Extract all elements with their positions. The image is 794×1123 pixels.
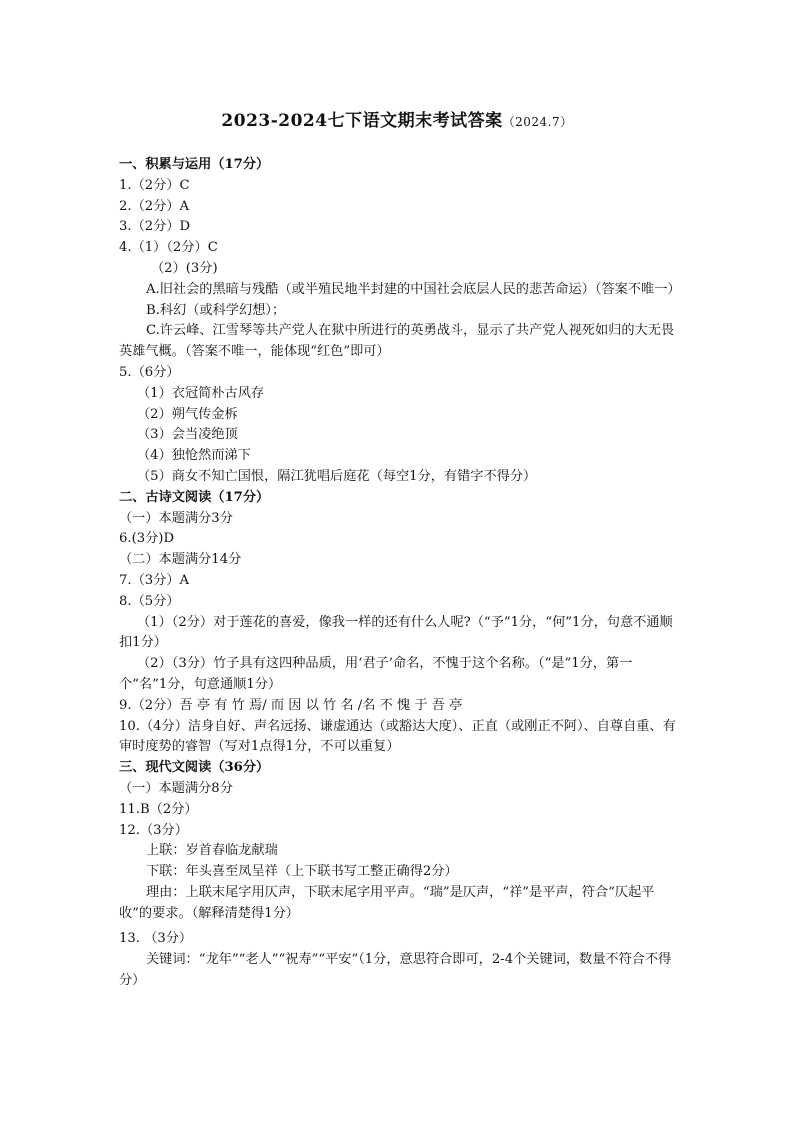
- answer-line: 上联：岁首春临龙献瑞: [146, 843, 278, 859]
- answer-line: 11.B（2分）: [119, 801, 198, 817]
- answer-line: 3.（2分）D: [119, 219, 191, 235]
- answer-line: B.科幻（或科学幻想）；: [146, 302, 286, 318]
- answer-line: （2）朔气传金柝: [137, 406, 238, 422]
- answer-line: （1）衣冠简朴古风存: [137, 385, 265, 401]
- answer-line: （4）独怆然而涕下: [137, 448, 251, 464]
- answer-line: （3）会当凌绝顶: [137, 427, 238, 443]
- subsection-heading: （二）本题满分14分: [119, 552, 242, 568]
- answer-paragraph: 10.（4分）洁身自好、声名远扬、谦虚通达（或豁达大度）、正直（或刚正不阿）、自尊自重、有审时度势的睿智（写对1点得1分，不可以重复）: [119, 718, 676, 755]
- answer-paragraph: 理由：上联末尾字用仄声，下联末尾字用平声。“瑞”是仄声，“祥”是平声，符合“仄起平收”的要求。（解释清楚得1分）: [119, 884, 655, 921]
- answer-line: 13. （3分）: [119, 931, 193, 947]
- answer-content: [119, 155, 679, 992]
- answer-line: （5）商女不知亡国恨，隔江犹唱后庭花（每空1分，有错字不得分）: [137, 468, 537, 484]
- section-heading: 二、古诗文阅读（17分）: [119, 489, 270, 505]
- title-date: （2024.7）: [502, 115, 573, 129]
- section-heading: 三、现代文阅读（36分）: [119, 760, 270, 776]
- answer-line: 下联：年头喜至凤呈祥（上下联书写工整正确得2分）: [146, 864, 458, 880]
- answer-paragraph: C.许云峰、江雪琴等共产党人在狱中所进行的英勇战斗，显示了共产党人视死如归的大无畏英雄气概。（答案不唯一，能体现“红色”即可）: [119, 323, 675, 360]
- answer-line: 7.（3分）A: [119, 572, 190, 588]
- answer-line: 6.(3分)D: [119, 531, 175, 547]
- answer-line: 12.（3分）: [119, 822, 188, 838]
- answer-line: （2）(3分): [151, 260, 218, 276]
- answer-paragraph: （1）（2分）对于莲花的喜爱，像我一样的还有什么人呢?（“予”1分，“何”1分，句意不通顺扣1分）: [119, 614, 673, 651]
- answer-line: 9.（2分）吾 亭 有 竹 焉/ 而 因 以 竹 名 /名 不 愧 于 吾 亭: [119, 697, 463, 713]
- page-title: [0, 106, 794, 131]
- answer-line: 1.（2分）C: [119, 177, 190, 193]
- answer-line: 2.（2分）A: [119, 198, 190, 214]
- subsection-heading: （一）本题满分3分: [119, 510, 233, 526]
- answer-paragraph: 关键词：“龙年”“老人”“祝寿”“平安”（1分，意思符合即可，2-4个关键词，数量不符合不得分）: [119, 952, 672, 989]
- title-main: 2023-2024七下语文期末考试答案: [221, 111, 503, 131]
- answer-paragraph: （2）（3分）竹子具有这四种品质，用‘君子’命名，不愧于这个名称。（“是”1分，第一个“名”1分，句意通顺1分）: [119, 656, 633, 692]
- answer-line: 5.（6分）: [119, 364, 180, 380]
- subsection-heading: （一）本题满分8分: [119, 780, 233, 796]
- answer-line: 4.（1）（2分）C: [119, 240, 218, 256]
- section-heading: 一、积累与运用（17分）: [119, 157, 270, 172]
- answer-paragraph: A.旧社会的黑暗与残酷（或半殖民地半封建的中国社会底层人民的悲苦命运）（答案不唯一）: [146, 281, 681, 297]
- answer-line: 8.（5分）: [119, 593, 180, 609]
